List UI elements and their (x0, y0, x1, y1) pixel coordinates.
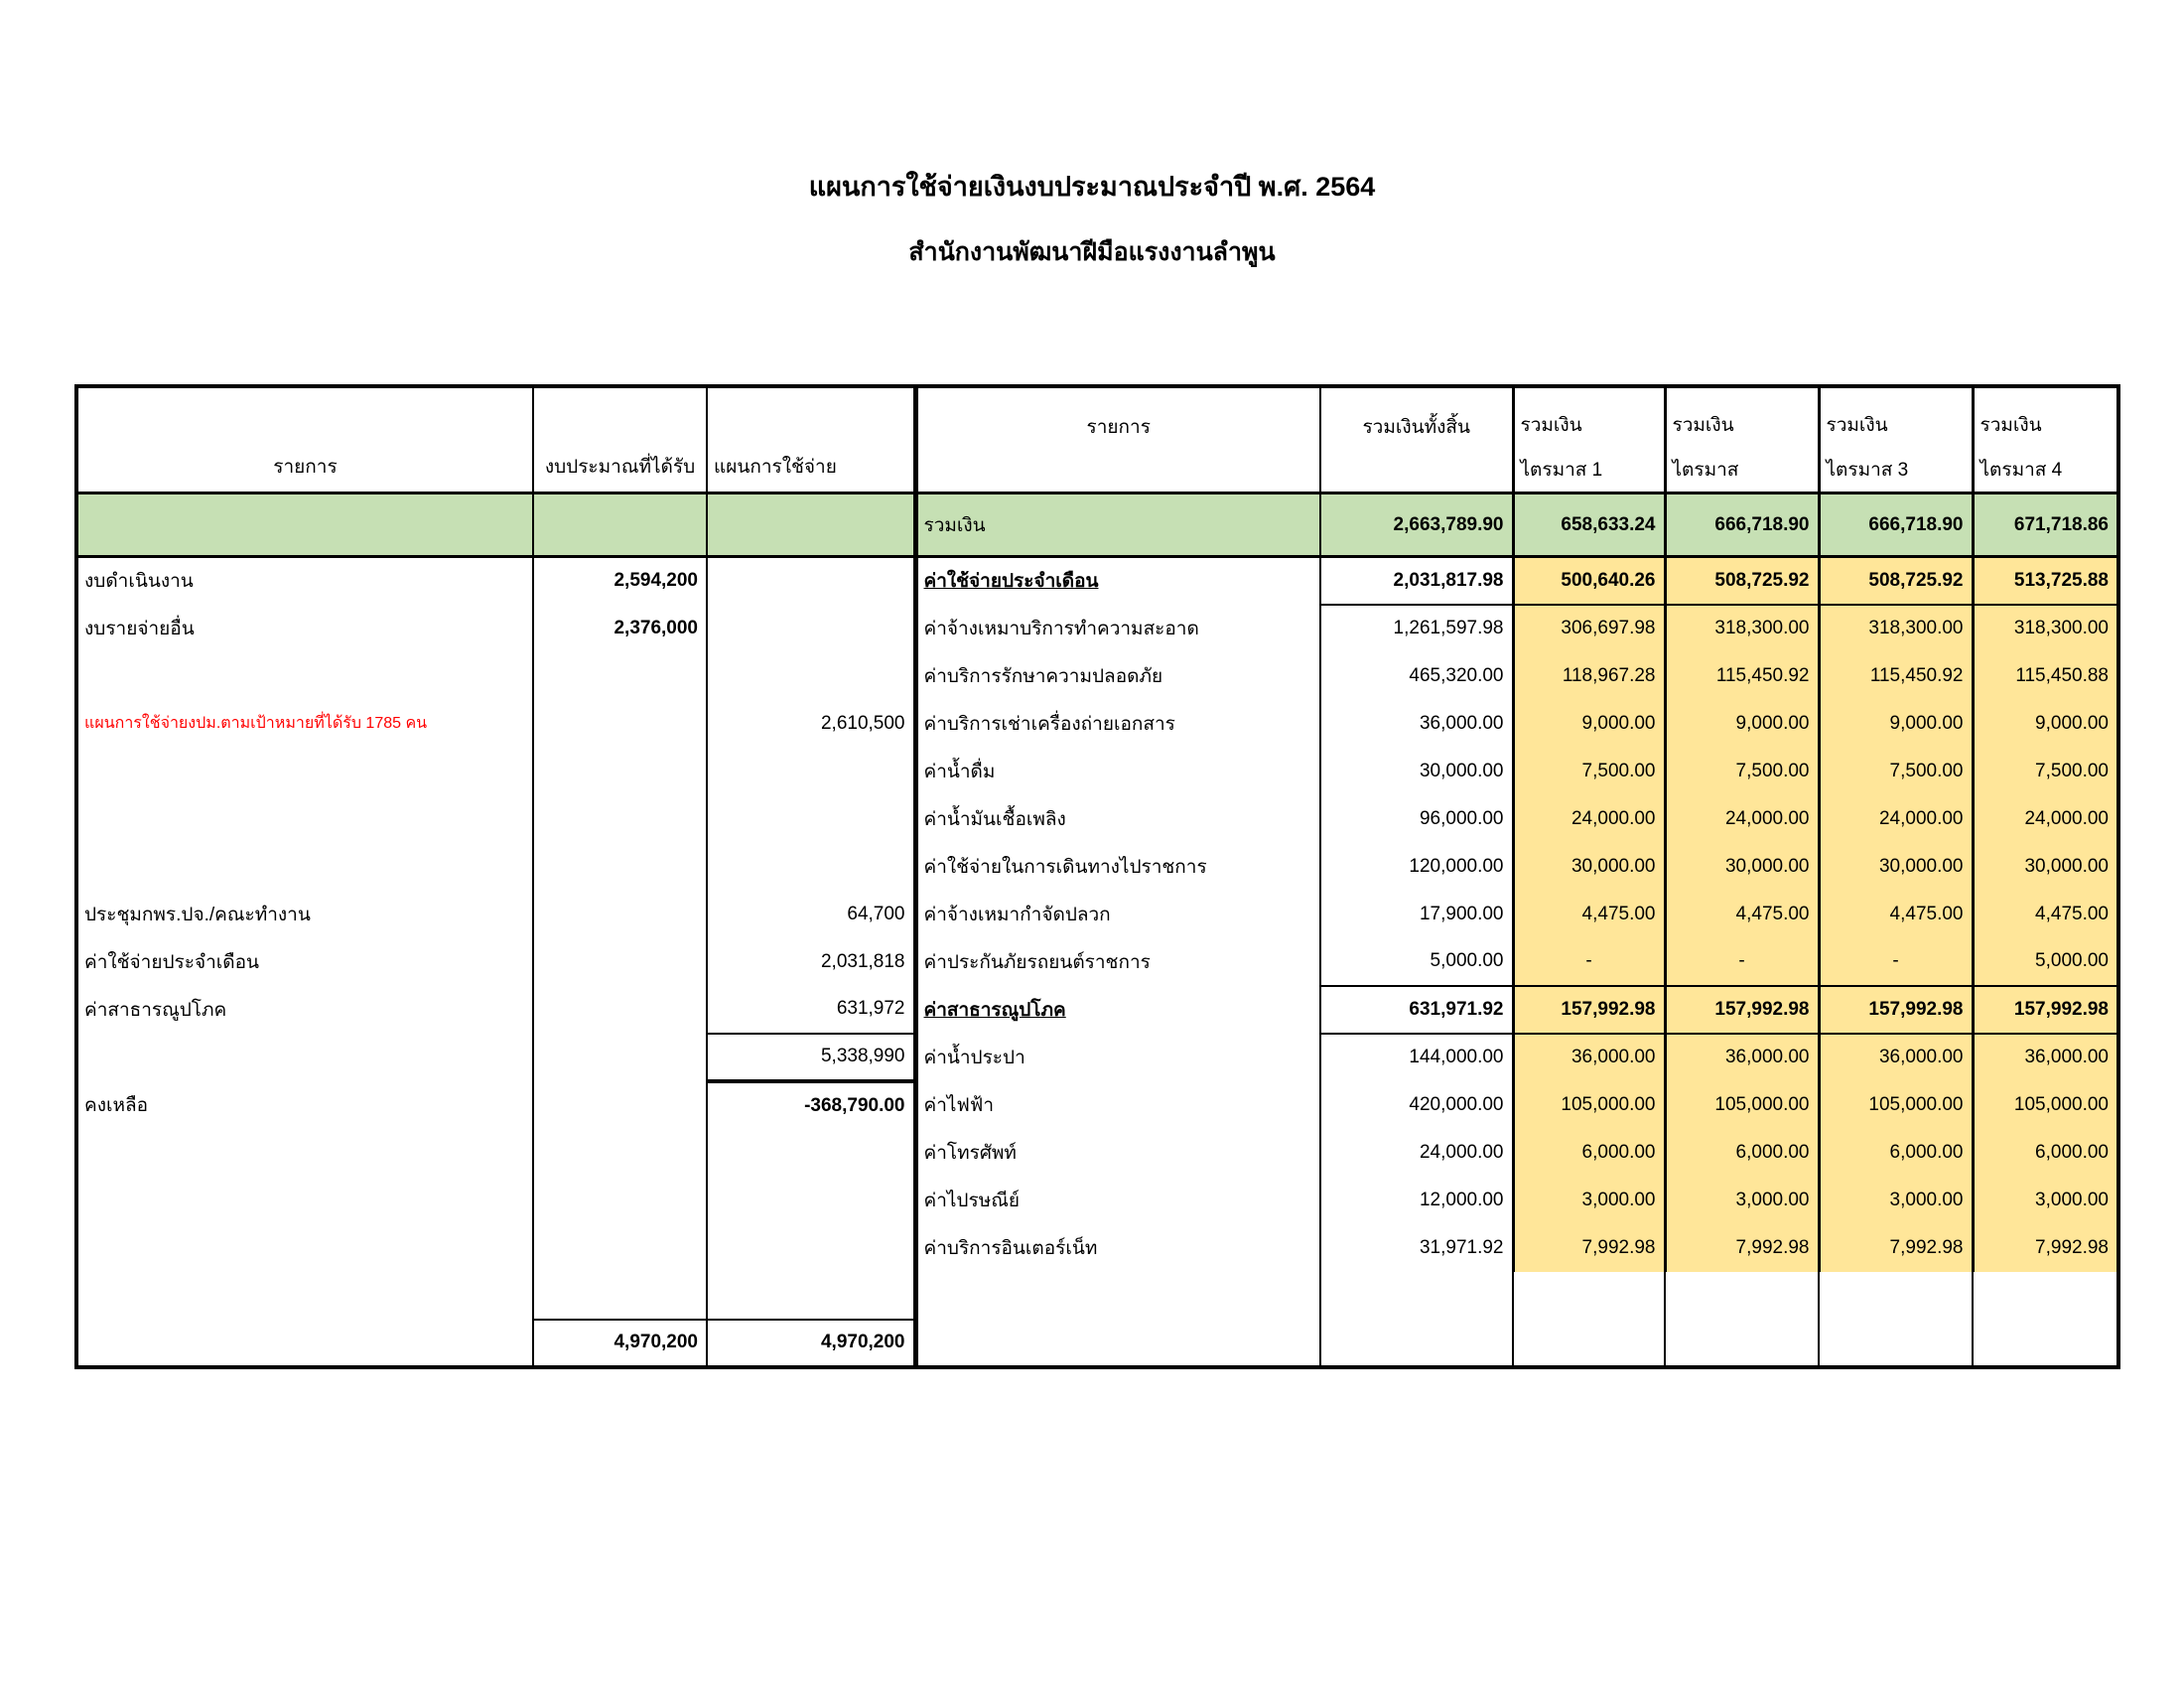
cell-spending-plan: 2,610,500 (707, 700, 915, 748)
cell-quarter-1: 7,992.98 (1513, 1224, 1665, 1272)
cell-spending-plan: 4,970,200 (707, 1320, 915, 1367)
cell-quarter-3: 3,000.00 (1819, 1177, 1973, 1224)
cell-left-label: ค่าสาธารณูปโภค (84, 999, 227, 1021)
cell-grand-total: 2,031,817.98 (1320, 557, 1513, 605)
cell-grand-total: 631,971.92 (1320, 986, 1513, 1034)
header-budget-received: งบประมาณที่ได้รับ (533, 386, 707, 493)
cell-quarter-3: 7,500.00 (1819, 748, 1973, 795)
table-row (76, 557, 2118, 605)
header-quarter-1 (1513, 386, 1665, 493)
cell-quarter-4: 9,000.00 (1973, 700, 2118, 748)
table-row (76, 605, 2118, 652)
cell-grand-total: 12,000.00 (1320, 1177, 1513, 1224)
cell-quarter-3: 30,000.00 (1819, 843, 1973, 891)
budget-table (74, 384, 2120, 1369)
cell-budget-received (533, 986, 707, 1034)
cell-quarter-4: 513,725.88 (1973, 557, 2118, 605)
cell-spending-plan (707, 1272, 915, 1320)
table-row (76, 843, 2118, 891)
cell-quarter-3: 7,992.98 (1819, 1224, 1973, 1272)
cell-quarter-4: 105,000.00 (1973, 1081, 2118, 1129)
cell-budget-received (533, 1177, 707, 1224)
table-row (76, 652, 2118, 700)
cell-left-label (76, 1129, 533, 1177)
cell-left-label (76, 652, 533, 700)
cell-quarter-4: 7,992.98 (1973, 1224, 2118, 1272)
table-row (76, 795, 2118, 843)
cell-left-label (76, 1272, 533, 1320)
cell-left-label (76, 843, 533, 891)
cell-quarter-2: 3,000.00 (1665, 1177, 1819, 1224)
cell-quarter-1: 30,000.00 (1513, 843, 1665, 891)
grand-total-q2: 666,718.90 (1665, 493, 1819, 557)
cell-quarter-2: 318,300.00 (1665, 605, 1819, 652)
grand-total-q3: 666,718.90 (1819, 493, 1973, 557)
cell-left-label: ค่าใช้จ่ายประจำเดือน (84, 951, 259, 973)
header-quarter-2-line2: ไตรมาส (1672, 459, 1739, 481)
cell-quarter-3: 508,725.92 (1819, 557, 1973, 605)
cell-quarter-4: 5,000.00 (1973, 938, 2118, 986)
cell-grand-total: 144,000.00 (1320, 1034, 1513, 1081)
cell-grand-total: 465,320.00 (1320, 652, 1513, 700)
cell-item-label: ค่าจ้างเหมากำจัดปลวก (915, 891, 1320, 938)
cell-grand-total: 24,000.00 (1320, 1129, 1513, 1177)
cell-quarter-3: 105,000.00 (1819, 1081, 1973, 1129)
cell-budget-received: 4,970,200 (533, 1320, 707, 1367)
cell-grand-total: 5,000.00 (1320, 938, 1513, 986)
header-grand-total: รวมเงินทั้งสิ้น (1320, 386, 1513, 493)
grand-total-amount: 2,663,789.90 (1320, 493, 1513, 557)
cell-quarter-3: - (1819, 938, 1973, 986)
cell-quarter-1 (1513, 1272, 1665, 1320)
cell-quarter-3: 24,000.00 (1819, 795, 1973, 843)
cell-grand-total: 36,000.00 (1320, 700, 1513, 748)
table-row (76, 700, 2118, 748)
header-items-right: รายการ (915, 386, 1320, 493)
cell-spending-plan: 2,031,818 (707, 938, 915, 986)
cell-quarter-4 (1973, 1272, 2118, 1320)
cell-item-label: ค่าบริการอินเตอร์เน็ท (915, 1224, 1320, 1272)
cell-quarter-4: 4,475.00 (1973, 891, 2118, 938)
cell-budget-received (533, 1081, 707, 1129)
header-quarter-1-line1: รวมเงิน (1520, 414, 1582, 436)
cell-quarter-3: 318,300.00 (1819, 605, 1973, 652)
cell-left-label: แผนการใช้จ่ายงปม.ตามเป้าหมายที่ได้รับ 1785 คน (84, 715, 428, 732)
cell-item-label: ค่าน้ำดื่ม (915, 748, 1320, 795)
document-title: แผนการใช้จ่ายเงินงบประมาณประจำปี พ.ศ. 2564 (808, 172, 1376, 202)
cell-item-label: ค่าไปรษณีย์ (915, 1177, 1320, 1224)
cell-left-label (76, 1034, 533, 1081)
table-row (76, 1224, 2118, 1272)
cell-budget-received (533, 1272, 707, 1320)
cell-quarter-4: 6,000.00 (1973, 1129, 2118, 1177)
cell-left-label: งบดำเนินงาน (84, 571, 194, 593)
cell-quarter-3: 115,450.92 (1819, 652, 1973, 700)
empty-cell (76, 493, 533, 557)
cell-grand-total: 120,000.00 (1320, 843, 1513, 891)
document-subtitle: สำนักงานพัฒนาฝีมือแรงงานลำพูน (908, 238, 1276, 266)
cell-quarter-4: 318,300.00 (1973, 605, 2118, 652)
cell-left-label (76, 795, 533, 843)
cell-item-label: ค่าไฟฟ้า (915, 1081, 1320, 1129)
table-row (76, 938, 2118, 986)
cell-quarter-1: 3,000.00 (1513, 1177, 1665, 1224)
cell-quarter-2: 36,000.00 (1665, 1034, 1819, 1081)
cell-quarter-1 (1513, 1320, 1665, 1367)
cell-quarter-2: - (1665, 938, 1819, 986)
cell-left-label: คงเหลือ (84, 1094, 149, 1116)
cell-grand-total: 31,971.92 (1320, 1224, 1513, 1272)
table-row (76, 1129, 2118, 1177)
cell-spending-plan: 64,700 (707, 891, 915, 938)
cell-quarter-2: 24,000.00 (1665, 795, 1819, 843)
cell-spending-plan (707, 1224, 915, 1272)
cell-quarter-3: 4,475.00 (1819, 891, 1973, 938)
cell-quarter-1: 118,967.28 (1513, 652, 1665, 700)
cell-quarter-1: 306,697.98 (1513, 605, 1665, 652)
cell-spending-plan (707, 795, 915, 843)
grand-total-row (76, 493, 2118, 557)
cell-item-label (915, 1272, 1320, 1320)
cell-left-label (76, 1224, 533, 1272)
table-row (76, 1034, 2118, 1081)
cell-quarter-1: 4,475.00 (1513, 891, 1665, 938)
cell-item-label: ค่าจ้างเหมาบริการทำความสะอาด (915, 605, 1320, 652)
table-row (76, 986, 2118, 1034)
cell-quarter-2: 508,725.92 (1665, 557, 1819, 605)
cell-left-label (76, 1320, 533, 1367)
cell-item-label: ค่าบริการรักษาความปลอดภัย (915, 652, 1320, 700)
cell-spending-plan (707, 748, 915, 795)
cell-quarter-3 (1819, 1320, 1973, 1367)
cell-left-label: งบรายจ่ายอื่น (84, 618, 195, 639)
cell-quarter-4: 157,992.98 (1973, 986, 2118, 1034)
table-row (76, 1081, 2118, 1129)
table-row (76, 1272, 2118, 1320)
cell-budget-received (533, 700, 707, 748)
cell-spending-plan (707, 605, 915, 652)
cell-budget-received (533, 1034, 707, 1081)
cell-quarter-3: 6,000.00 (1819, 1129, 1973, 1177)
cell-budget-received (533, 891, 707, 938)
cell-item-label: ค่าน้ำมันเชื้อเพลิง (915, 795, 1320, 843)
empty-cell (533, 493, 707, 557)
header-quarter-2 (1665, 386, 1819, 493)
cell-grand-total (1320, 1320, 1513, 1367)
cell-quarter-2: 7,992.98 (1665, 1224, 1819, 1272)
cell-left-label (76, 748, 533, 795)
grand-total-q1: 658,633.24 (1513, 493, 1665, 557)
cell-budget-received (533, 1129, 707, 1177)
cell-quarter-2 (1665, 1272, 1819, 1320)
header-quarter-4-line2: ไตรมาส 4 (1979, 459, 2063, 481)
cell-item-label (915, 1320, 1320, 1367)
cell-spending-plan: -368,790.00 (707, 1081, 915, 1129)
cell-spending-plan (707, 1129, 915, 1177)
cell-quarter-3: 36,000.00 (1819, 1034, 1973, 1081)
cell-quarter-1: 6,000.00 (1513, 1129, 1665, 1177)
cell-quarter-4: 115,450.88 (1973, 652, 2118, 700)
table-row (76, 1177, 2118, 1224)
cell-quarter-2: 4,475.00 (1665, 891, 1819, 938)
cell-item-label: ค่าโทรศัพท์ (915, 1129, 1320, 1177)
cell-item-label: ค่าน้ำประปา (915, 1034, 1320, 1081)
header-quarter-1-line2: ไตรมาส 1 (1520, 459, 1603, 481)
header-spending-plan: แผนการใช้จ่าย (707, 386, 915, 493)
cell-spending-plan: 5,338,990 (707, 1034, 915, 1081)
cell-quarter-4: 7,500.00 (1973, 748, 2118, 795)
cell-left-label: ประชุมกพร.ปจ./คณะทำงาน (84, 904, 311, 925)
cell-budget-received: 2,594,200 (533, 557, 707, 605)
header-quarter-4-line1: รวมเงิน (1979, 414, 2042, 436)
header-quarter-3-line2: ไตรมาส 3 (1826, 459, 1909, 481)
cell-grand-total: 17,900.00 (1320, 891, 1513, 938)
cell-spending-plan (707, 557, 915, 605)
cell-grand-total: 96,000.00 (1320, 795, 1513, 843)
cell-quarter-3: 9,000.00 (1819, 700, 1973, 748)
cell-grand-total (1320, 1272, 1513, 1320)
grand-total-q4: 671,718.86 (1973, 493, 2118, 557)
cell-quarter-3 (1819, 1272, 1973, 1320)
cell-budget-received (533, 652, 707, 700)
cell-quarter-4: 3,000.00 (1973, 1177, 2118, 1224)
cell-item-label: ค่าใช้จ่ายในการเดินทางไปราชการ (915, 843, 1320, 891)
cell-quarter-4: 24,000.00 (1973, 795, 2118, 843)
cell-left-label (76, 1177, 533, 1224)
cell-quarter-1: - (1513, 938, 1665, 986)
cell-quarter-4: 36,000.00 (1973, 1034, 2118, 1081)
cell-quarter-4: 30,000.00 (1973, 843, 2118, 891)
cell-spending-plan (707, 843, 915, 891)
cell-grand-total: 30,000.00 (1320, 748, 1513, 795)
cell-quarter-2 (1665, 1320, 1819, 1367)
header-quarter-2-line1: รวมเงิน (1672, 414, 1734, 436)
cell-grand-total: 1,261,597.98 (1320, 605, 1513, 652)
table-row (76, 1320, 2118, 1367)
cell-budget-received: 2,376,000 (533, 605, 707, 652)
cell-item-label: ค่าบริการเช่าเครื่องถ่ายเอกสาร (915, 700, 1320, 748)
cell-quarter-1: 36,000.00 (1513, 1034, 1665, 1081)
cell-spending-plan: 631,972 (707, 986, 915, 1034)
cell-quarter-2: 6,000.00 (1665, 1129, 1819, 1177)
cell-quarter-4 (1973, 1320, 2118, 1367)
cell-quarter-1: 24,000.00 (1513, 795, 1665, 843)
table-row (76, 748, 2118, 795)
cell-quarter-2: 7,500.00 (1665, 748, 1819, 795)
header-items-left: รายการ (76, 386, 533, 493)
cell-grand-total: 420,000.00 (1320, 1081, 1513, 1129)
empty-cell (707, 493, 915, 557)
header-quarter-4 (1973, 386, 2118, 493)
grand-total-label: รวมเงิน (915, 493, 1320, 557)
cell-quarter-3: 157,992.98 (1819, 986, 1973, 1034)
header-quarter-3-line1: รวมเงิน (1826, 414, 1888, 436)
cell-budget-received (533, 938, 707, 986)
header-quarter-3 (1819, 386, 1973, 493)
cell-quarter-2: 115,450.92 (1665, 652, 1819, 700)
cell-quarter-1: 105,000.00 (1513, 1081, 1665, 1129)
cell-quarter-2: 9,000.00 (1665, 700, 1819, 748)
cell-budget-received (533, 1224, 707, 1272)
cell-quarter-1: 500,640.26 (1513, 557, 1665, 605)
cell-budget-received (533, 795, 707, 843)
cell-spending-plan (707, 652, 915, 700)
cell-quarter-1: 157,992.98 (1513, 986, 1665, 1034)
cell-quarter-1: 7,500.00 (1513, 748, 1665, 795)
cell-quarter-2: 105,000.00 (1665, 1081, 1819, 1129)
cell-quarter-1: 9,000.00 (1513, 700, 1665, 748)
cell-budget-received (533, 843, 707, 891)
cell-item-label: ค่าประกันภัยรถยนต์ราชการ (915, 938, 1320, 986)
cell-budget-received (533, 748, 707, 795)
cell-item-label: ค่าใช้จ่ายประจำเดือน (915, 557, 1320, 605)
cell-item-label: ค่าสาธารณูปโภค (915, 986, 1320, 1034)
table-row (76, 891, 2118, 938)
table-header-row (76, 386, 2118, 493)
cell-quarter-2: 157,992.98 (1665, 986, 1819, 1034)
cell-quarter-2: 30,000.00 (1665, 843, 1819, 891)
cell-spending-plan (707, 1177, 915, 1224)
